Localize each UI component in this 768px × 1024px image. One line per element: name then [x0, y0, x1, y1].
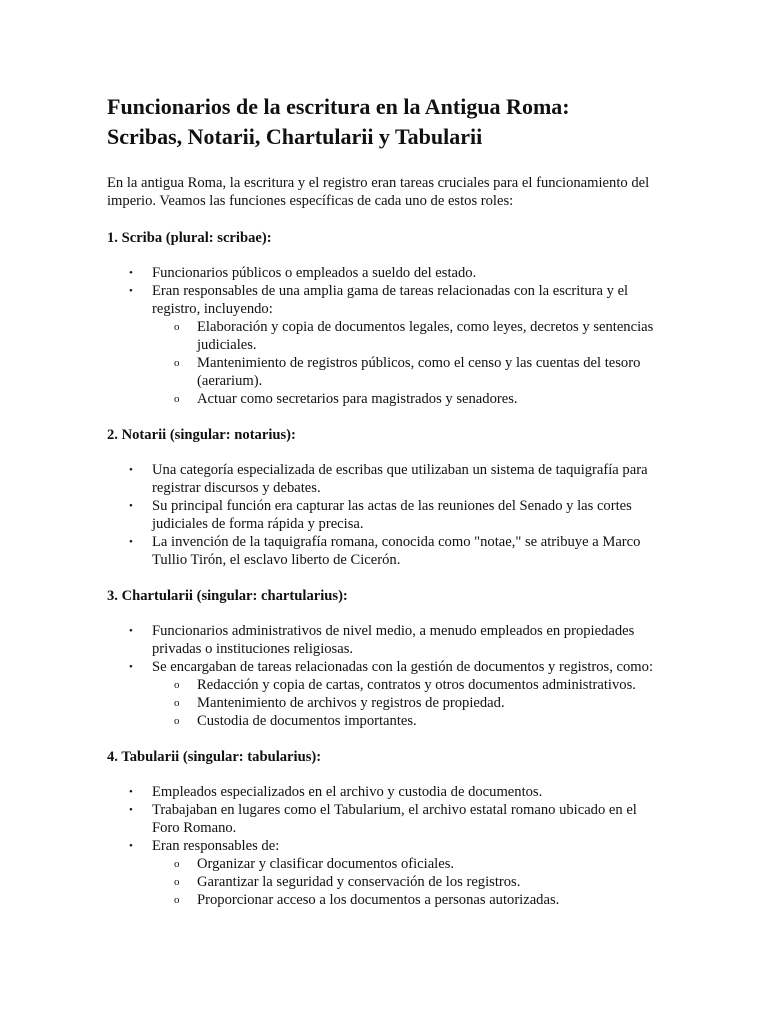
intro-paragraph: En la antigua Roma, la escritura y el registro eran tareas cruciales para el funcionamiento del imperio. Veamos las funciones específicas de cada uno de estos roles:	[107, 175, 650, 209]
sub-list-item	[174, 390, 668, 408]
list-item-text: Su principal función era capturar las actas de las reuniones del Senado y las cortes judiciales de forma rápida y precisa.	[152, 498, 632, 532]
bullet-icon: •	[129, 536, 133, 548]
document-title	[107, 92, 668, 152]
bullet-icon: •	[129, 500, 133, 512]
bullet-list	[107, 783, 668, 909]
bullet-list	[107, 264, 668, 408]
list-item	[129, 264, 668, 282]
circle-bullet-icon: o	[174, 357, 180, 369]
sub-list-item	[174, 855, 668, 873]
list-item	[129, 461, 668, 497]
sub-list-item-text: Proporcionar acceso a los documentos a personas autorizadas.	[197, 892, 560, 908]
list-item	[129, 282, 668, 408]
list-item	[129, 533, 668, 569]
list-item-text: Una categoría especializada de escribas que utilizaban un sistema de taquigrafía para registrar discursos y debates.	[152, 462, 648, 496]
circle-bullet-icon: o	[174, 393, 180, 405]
bullet-icon: •	[129, 625, 133, 637]
sub-list-item-text: Custodia de documentos importantes.	[197, 713, 417, 729]
sub-list-item	[174, 873, 668, 891]
sub-list-item	[174, 676, 668, 694]
title-line-2: Scribas, Notarii, Chartularii y Tabularii	[107, 124, 483, 149]
circle-bullet-icon: o	[174, 697, 180, 709]
bullet-icon: •	[129, 840, 133, 852]
list-item-text: Eran responsables de una amplia gama de tareas relacionadas con la escritura y el registro, incluyendo:	[152, 283, 629, 317]
sub-list-item	[174, 712, 668, 730]
sub-list-item-text: Mantenimiento de registros públicos, como el censo y las cuentas del tesoro (aerarium).	[197, 355, 641, 389]
bullet-icon: •	[129, 804, 133, 816]
sub-list-item	[174, 891, 668, 909]
bullet-list	[107, 461, 668, 569]
sub-list-item-text: Actuar como secretarios para magistrados y senadores.	[197, 391, 518, 407]
list-item-text: Se encargaban de tareas relacionadas con la gestión de documentos y registros, como:	[152, 659, 654, 675]
list-item-text: Trabajaban en lugares como el Tabularium, el archivo estatal romano ubicado en el Foro Romano.	[152, 802, 637, 836]
bullet-icon: •	[129, 267, 133, 279]
bullet-list	[107, 622, 668, 730]
list-item	[129, 837, 668, 909]
sub-list-item-text: Redacción y copia de cartas, contratos y otros documentos administrativos.	[197, 677, 636, 693]
sub-bullet-list	[152, 855, 668, 909]
section-heading: 4. Tabularii (singular: tabularius):	[107, 749, 322, 765]
sub-bullet-list	[152, 318, 668, 408]
bullet-icon: •	[129, 661, 133, 673]
sub-list-item	[174, 354, 668, 390]
circle-bullet-icon: o	[174, 876, 180, 888]
circle-bullet-icon: o	[174, 715, 180, 727]
bullet-icon: •	[129, 285, 133, 297]
list-item-text: Empleados especializados en el archivo y custodia de documentos.	[152, 784, 543, 800]
section-heading: 1. Scriba (plural: scribae):	[107, 230, 272, 246]
list-item-text: La invención de la taquigrafía romana, conocida como "notae," se atribuye a Marco Tullio Tirón, el esclavo liberto de Cicerón.	[152, 534, 641, 568]
list-item	[129, 622, 668, 658]
circle-bullet-icon: o	[174, 894, 180, 906]
sub-list-item-text: Organizar y clasificar documentos oficiales.	[197, 856, 455, 872]
list-item	[129, 783, 668, 801]
list-item-text: Funcionarios públicos o empleados a sueldo del estado.	[152, 265, 477, 281]
circle-bullet-icon: o	[174, 321, 180, 333]
section-heading: 3. Chartularii (singular: chartularius):	[107, 588, 348, 604]
sub-bullet-list	[152, 676, 668, 730]
sub-list-item-text: Elaboración y copia de documentos legales, como leyes, decretos y sentencias judiciales.	[197, 319, 654, 353]
list-item-text: Funcionarios administrativos de nivel medio, a menudo empleados en propiedades privadas o instituciones religiosas.	[152, 623, 635, 657]
list-item	[129, 497, 668, 533]
title-line-1: Funcionarios de la escritura en la Antigua Roma:	[107, 94, 570, 119]
bullet-icon: •	[129, 464, 133, 476]
circle-bullet-icon: o	[174, 858, 180, 870]
bullet-icon: •	[129, 786, 133, 798]
list-item	[129, 801, 668, 837]
sub-list-item	[174, 318, 668, 354]
sub-list-item-text: Mantenimiento de archivos y registros de propiedad.	[197, 695, 505, 711]
sections-container	[107, 229, 668, 909]
section-heading: 2. Notarii (singular: notarius):	[107, 427, 296, 443]
list-item	[129, 658, 668, 730]
list-item-text: Eran responsables de:	[152, 838, 280, 854]
sub-list-item	[174, 694, 668, 712]
sub-list-item-text: Garantizar la seguridad y conservación de los registros.	[197, 874, 521, 890]
circle-bullet-icon: o	[174, 679, 180, 691]
